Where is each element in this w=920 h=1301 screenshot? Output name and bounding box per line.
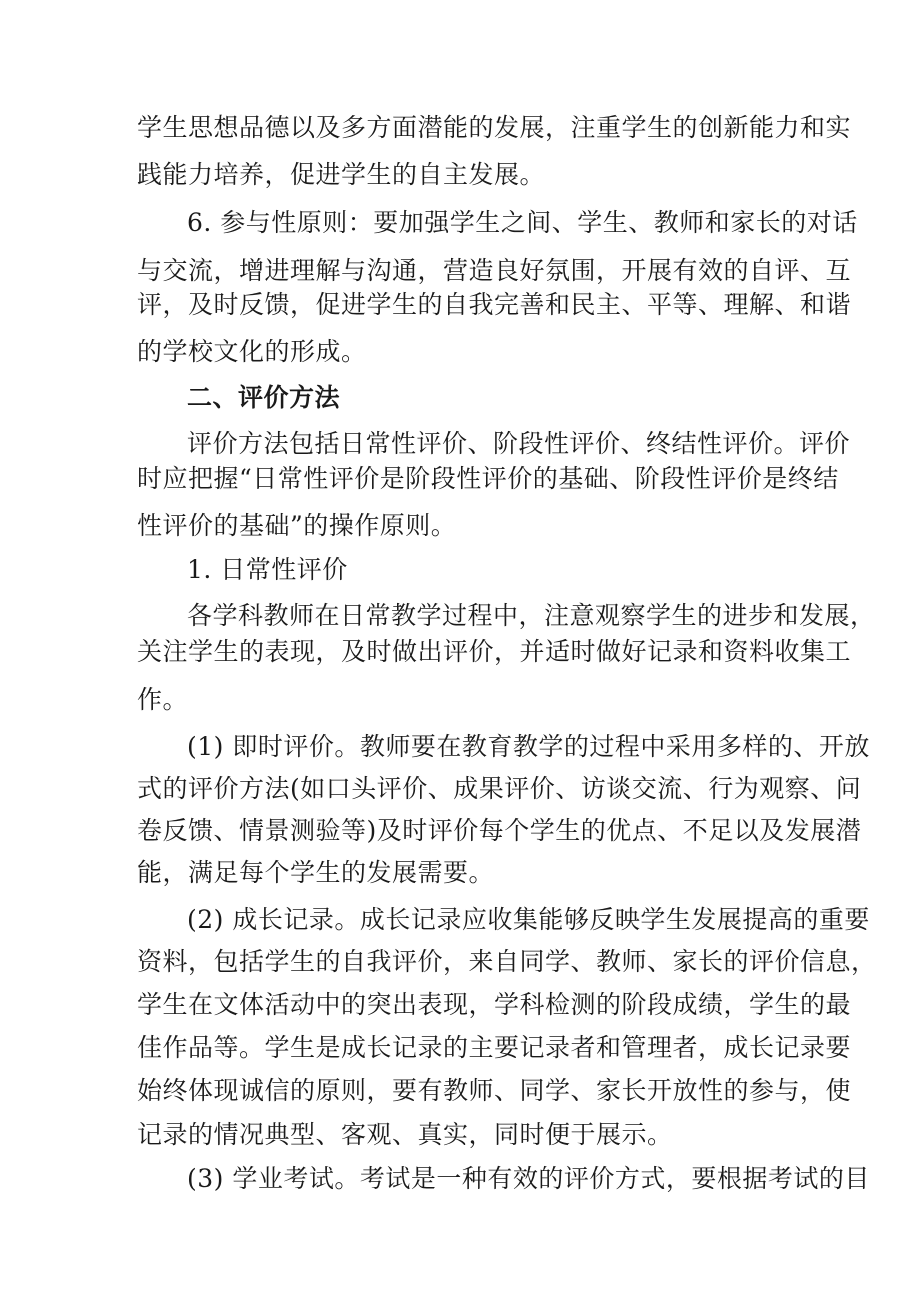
text-line: (1) 即时评价。教师要在教育教学的过程中采用多样的、开放 xyxy=(187,732,870,761)
text-line: 学生在文体活动中的突出表现，学科检测的阶段成绩，学生的最 xyxy=(137,990,852,1019)
text-line: 各学科教师在日常教学过程中，注意观察学生的进步和发展， xyxy=(187,601,876,630)
section-heading: 二、评价方法 xyxy=(187,383,341,412)
text-line: 践能力培养，促进学生的自主发展。 xyxy=(137,160,546,189)
subsection-heading: 1. 日常性评价 xyxy=(187,555,348,584)
text-line: 评价方法包括日常性评价、阶段性评价、终结性评价。评价 xyxy=(187,429,851,458)
text-line: (2) 成长记录。成长记录应收集能够反映学生发展提高的重要 xyxy=(187,905,870,934)
text-line: 时应把握“日常性评价是阶段性评价的基础、阶段性评价是终结 xyxy=(137,464,839,493)
text-line: (3) 学业考试。考试是一种有效的评价方式，要根据考试的目 xyxy=(187,1164,870,1193)
text-line: 评，及时反馈，促进学生的自我完善和民主、平等、理解、和谐 xyxy=(137,290,852,319)
text-line: 资料，包括学生的自我评价，来自同学、教师、家长的评价信息， xyxy=(137,947,877,976)
text-line: 作。 xyxy=(137,685,189,714)
text-line: 学生思想品德以及多方面潜能的发展，注重学生的创新能力和实 xyxy=(137,113,852,142)
text-line: 式的评价方法(如口头评价、成果评价、访谈交流、行为观察、问 xyxy=(137,774,862,803)
text-line: 记录的情况典型、客观、真实，同时便于展示。 xyxy=(137,1120,673,1149)
text-line: 关注学生的表现，及时做出评价，并适时做好记录和资料收集工 xyxy=(137,637,852,666)
text-line: 能，满足每个学生的发展需要。 xyxy=(137,858,495,887)
text-line: 佳作品等。学生是成长记录的主要记录者和管理者，成长记录要 xyxy=(137,1033,852,1062)
text-line: 与交流，增进理解与沟通，营造良好氛围，开展有效的自评、互 xyxy=(137,256,852,285)
text-line: 的学校文化的形成。 xyxy=(137,337,367,366)
text-line: 卷反馈、情景测验等)及时评价每个学生的优点、不足以及发展潜 xyxy=(137,816,862,845)
text-line: 6. 参与性原则：要加强学生之间、学生、教师和家长的对话 xyxy=(187,208,858,237)
text-line: 始终体现诚信的原则，要有教师、同学、家长开放性的参与，使 xyxy=(137,1076,852,1105)
text-line: 性评价的基础”的操作原则。 xyxy=(137,511,457,540)
